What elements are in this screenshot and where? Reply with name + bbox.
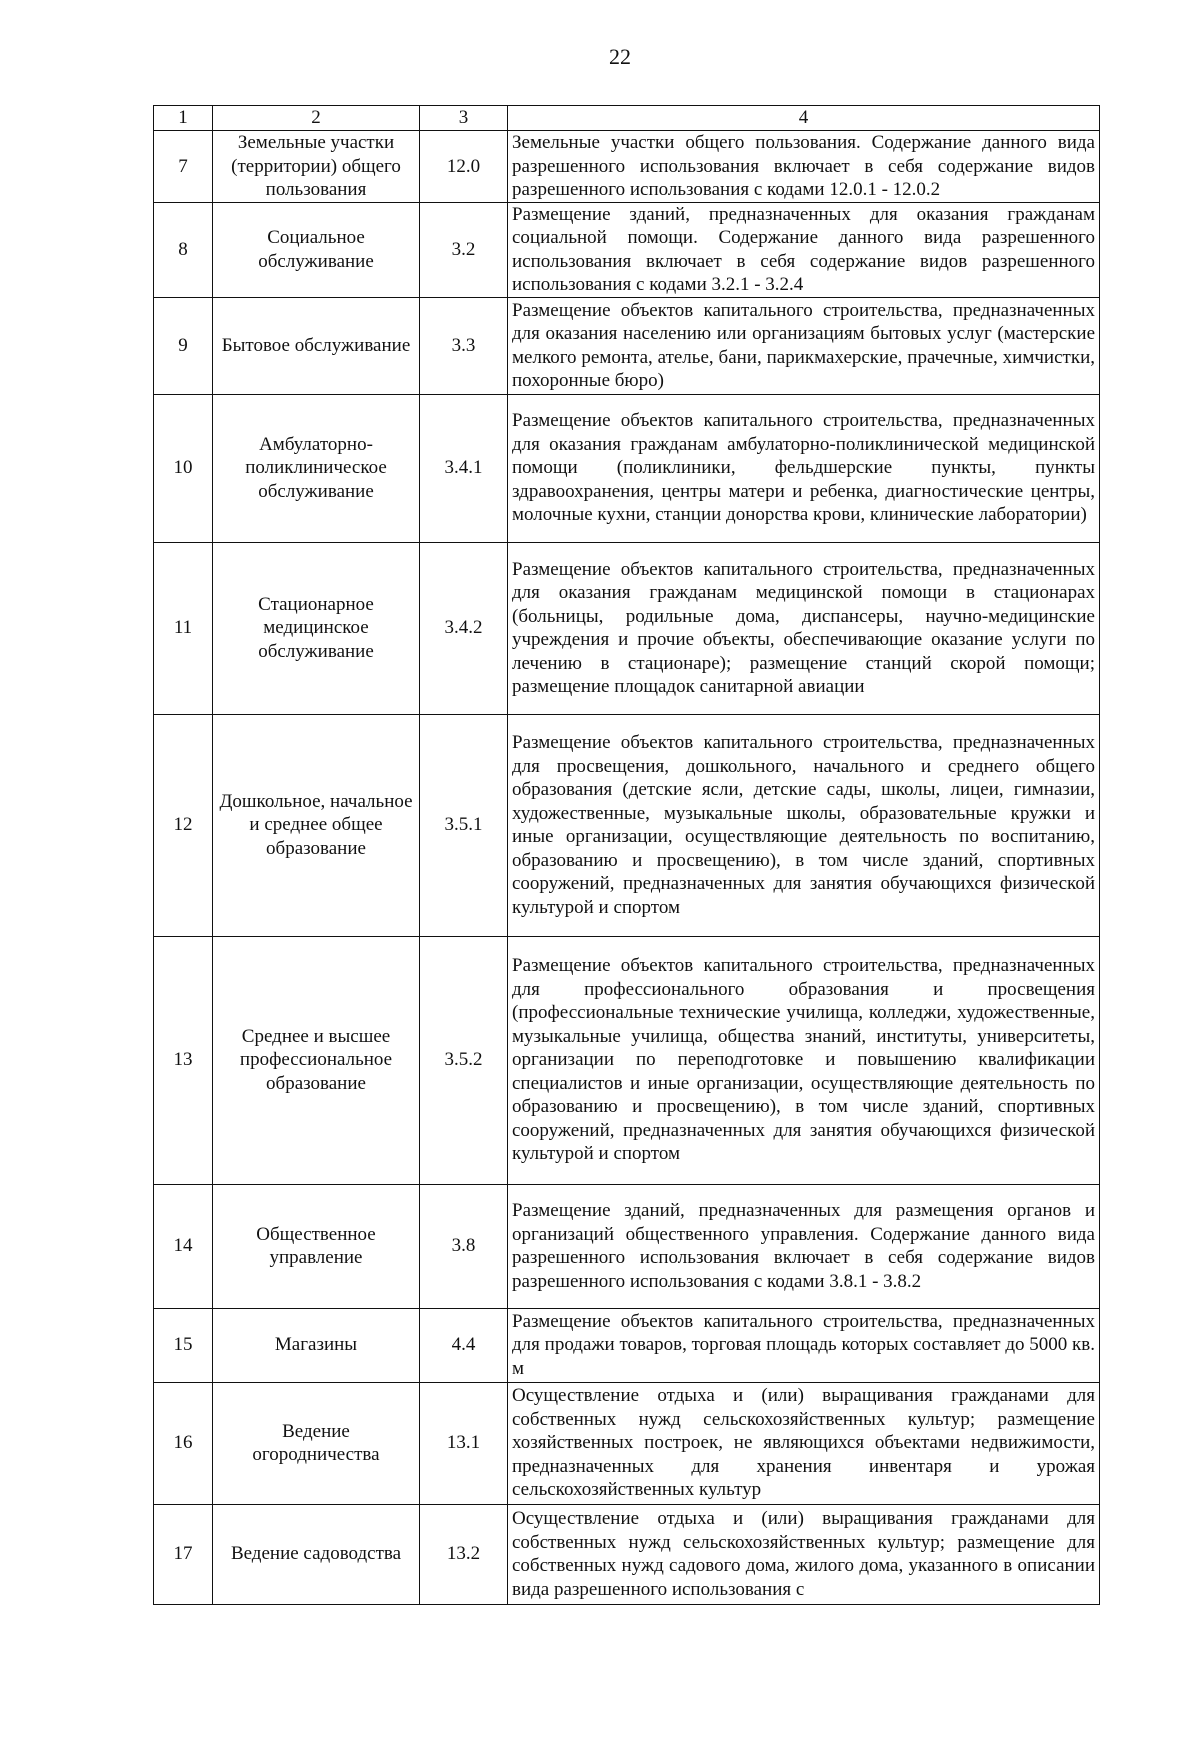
row-number: 9 (154, 297, 213, 394)
land-use-name: Земельные участки (территории) общего пользования (213, 131, 420, 203)
row-number: 16 (154, 1382, 213, 1504)
land-use-code: 4.4 (420, 1308, 508, 1382)
land-use-name: Магазины (213, 1308, 420, 1382)
table-row (154, 394, 1100, 542)
row-number: 12 (154, 714, 213, 936)
land-use-description: Размещение объектов капитального строительства, предназначенных для оказания гражданам амбулаторно-поликлинической медицинской помощи (поликлиники, фельдшерские пункты, пункты здравоохранения, центры матери и ребенка, диагностические центры, молочные кухни, станции донорства крови, клинические лаборатории) (508, 394, 1100, 542)
land-use-description: Размещение объектов капитального строительства, предназначенных для просвещения, дошкольного, начального и среднего общего образования (детские ясли, детские сады, школы, лицеи, гимназии, художественные, музыкальные школы, образовательные кружки и иные организации, осуществляющие деятельность по воспитанию, образованию и просвещению), в том числе зданий, спортивных сооружений, предназначенных для занятия обучающихся физической культурой и спортом (508, 714, 1100, 936)
land-use-code: 13.1 (420, 1382, 508, 1504)
table-header-row (154, 106, 1100, 131)
table-row (154, 131, 1100, 203)
land-use-table (153, 105, 1100, 1605)
row-number: 7 (154, 131, 213, 203)
land-use-name: Социальное обслуживание (213, 202, 420, 297)
land-use-code: 3.2 (420, 202, 508, 297)
page-number: 22 (609, 44, 631, 69)
land-use-name: Ведение огородничества (213, 1382, 420, 1504)
table-row (154, 714, 1100, 936)
land-use-description: Осуществление отдыха и (или) выращивания гражданами для собственных нужд сельскохозяйственных культур; размещение для собственных нужд садового дома, жилого дома, указанного в описании вида разрешенного использования с (508, 1504, 1100, 1604)
land-use-name: Амбулаторно-поликлиническое обслуживание (213, 394, 420, 542)
land-use-name: Ведение садоводства (213, 1504, 420, 1604)
column-header: 4 (508, 106, 1100, 131)
table-row (154, 542, 1100, 714)
land-use-code: 3.4.1 (420, 394, 508, 542)
land-use-code: 3.8 (420, 1184, 508, 1308)
table-row (154, 297, 1100, 394)
row-number: 10 (154, 394, 213, 542)
row-number: 8 (154, 202, 213, 297)
land-use-name: Бытовое обслуживание (213, 297, 420, 394)
land-use-description: Земельные участки общего пользования. Содержание данного вида разрешенного использования включает в себя содержание видов разрешенного использования с кодами 12.0.1 - 12.0.2 (508, 131, 1100, 203)
column-header: 2 (213, 106, 420, 131)
land-use-description: Размещение зданий, предназначенных для размещения органов и организаций общественного управления. Содержание данного вида разрешенного использования включает в себя содержание видов разрешенного использования с кодами 3.8.1 - 3.8.2 (508, 1184, 1100, 1308)
land-use-description: Осуществление отдыха и (или) выращивания гражданами для собственных нужд сельскохозяйственных культур; размещение хозяйственных построек, не являющихся объектами недвижимости, предназначенных для хранения инвентаря и урожая сельскохозяйственных культур (508, 1382, 1100, 1504)
land-use-description: Размещение объектов капитального строительства, предназначенных для оказания гражданам медицинской помощи в стационарах (больницы, родильные дома, диспансеры, научно-медицинские учреждения и прочие объекты, обеспечивающие оказание услуги по лечению в стационаре); размещение станций скорой помощи; размещение площадок санитарной авиации (508, 542, 1100, 714)
land-use-description: Размещение объектов капитального строительства, предназначенных для оказания населению или организациям бытовых услуг (мастерские мелкого ремонта, ателье, бани, парикмахерские, прачечные, химчистки, похоронные бюро) (508, 297, 1100, 394)
land-use-code: 3.5.2 (420, 936, 508, 1184)
land-use-code: 3.3 (420, 297, 508, 394)
column-header: 1 (154, 106, 213, 131)
row-number: 13 (154, 936, 213, 1184)
land-use-name: Среднее и высшее профессиональное образование (213, 936, 420, 1184)
table-row (154, 1504, 1100, 1604)
land-use-description: Размещение объектов капитального строительства, предназначенных для продажи товаров, торговая площадь которых составляет до 5000 кв. м (508, 1308, 1100, 1382)
table-row (154, 202, 1100, 297)
land-use-name: Дошкольное, начальное и среднее общее образование (213, 714, 420, 936)
row-number: 14 (154, 1184, 213, 1308)
land-use-code: 3.4.2 (420, 542, 508, 714)
land-use-code: 13.2 (420, 1504, 508, 1604)
row-number: 11 (154, 542, 213, 714)
land-use-name: Стационарное медицинское обслуживание (213, 542, 420, 714)
land-use-description: Размещение зданий, предназначенных для оказания гражданам социальной помощи. Содержание данного вида разрешенного использования включает в себя содержание видов разрешенного использования с кодами 3.2.1 - 3.2.4 (508, 202, 1100, 297)
table-row (154, 1184, 1100, 1308)
table-row (154, 1382, 1100, 1504)
table-row (154, 1308, 1100, 1382)
land-use-name: Общественное управление (213, 1184, 420, 1308)
land-use-code: 12.0 (420, 131, 508, 203)
table-row (154, 936, 1100, 1184)
column-header: 3 (420, 106, 508, 131)
land-use-code: 3.5.1 (420, 714, 508, 936)
row-number: 17 (154, 1504, 213, 1604)
land-use-description: Размещение объектов капитального строительства, предназначенных для профессионального образования и просвещения (профессиональные технические училища, колледжи, художественные, музыкальные училища, общества знаний, институты, университеты, организации по переподготовке и повышению квалификации специалистов и иные организации, осуществляющие деятельность по образованию и просвещению), в том числе зданий, спортивных сооружений, предназначенных для занятия обучающихся физической культурой и спортом (508, 936, 1100, 1184)
row-number: 15 (154, 1308, 213, 1382)
